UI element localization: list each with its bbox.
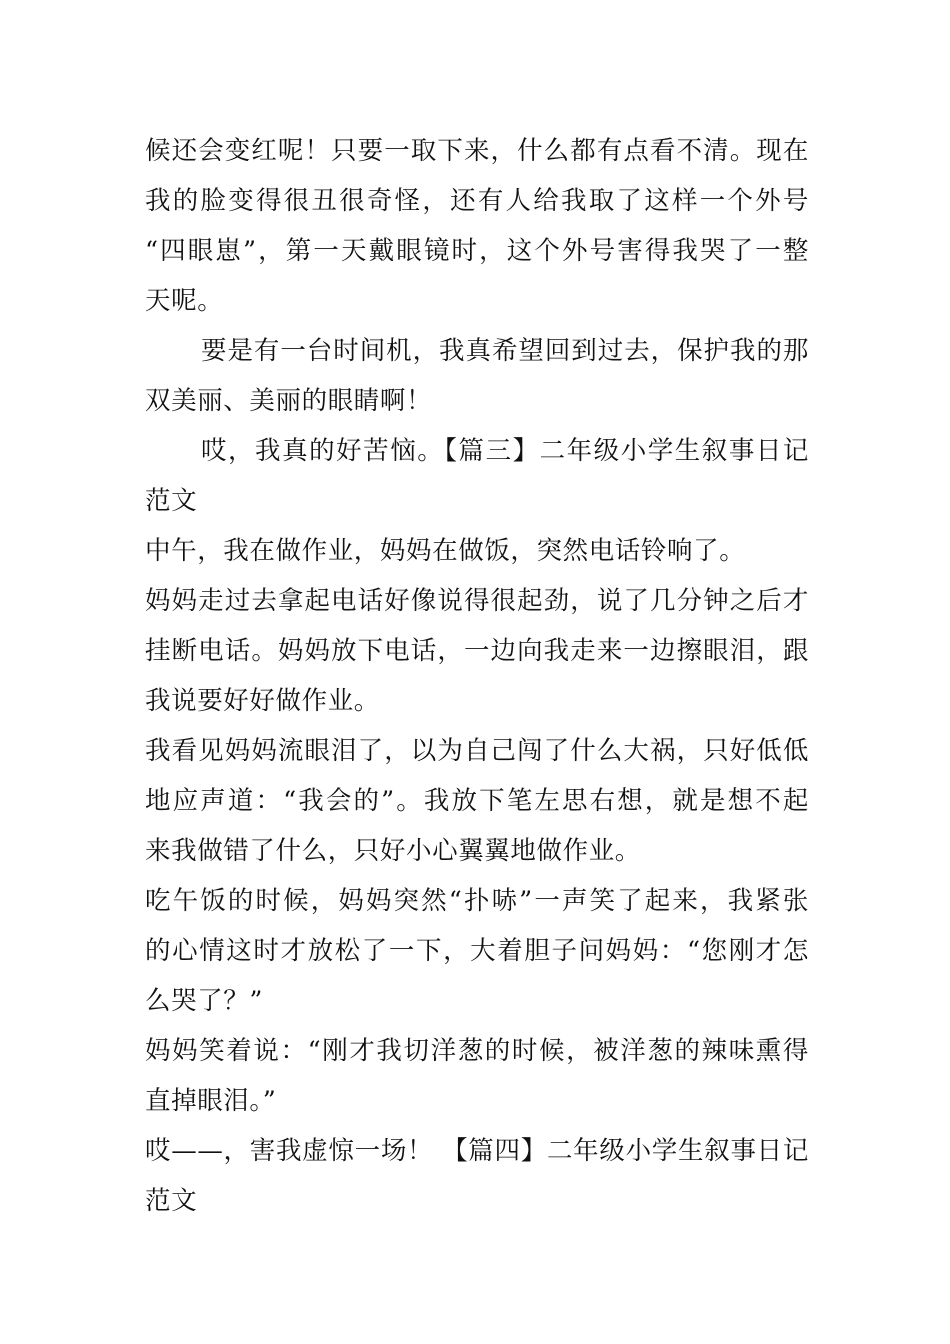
text-line: 候还会变红呢！只要一取下来，什么都有点看不清。现在 [145,136,809,166]
text-line: 挂断电话。妈妈放下电话，一边向我走来一边擦眼泪，跟 [145,636,809,666]
text-line: 范文 [145,1186,198,1216]
text-line: 妈妈笑着说：“刚才我切洋葱的时候，被洋葱的辣味熏得 [145,1036,809,1066]
text-line: 天呢。 [145,286,224,316]
text-line: 哎——，害我虚惊一场！ 【篇四】二年级小学生叙事日记 [145,1136,809,1166]
text-line: 要是有一台时间机，我真希望回到过去，保护我的那 [201,336,809,366]
document-body [145,126,809,1226]
text-line: 来我做错了什么，只好小心翼翼地做作业。 [145,836,641,866]
text-line: 范文 [145,486,198,516]
text-line: 妈妈走过去拿起电话好像说得很起劲，说了几分钟之后才 [145,586,809,616]
text-line: 中午，我在做作业，妈妈在做饭，突然电话铃响了。 [145,536,746,566]
text-line: 我看见妈妈流眼泪了，以为自己闯了什么大祸，只好低低 [145,736,809,766]
text-line: 的心情这时才放松了一下，大着胆子问妈妈：“您刚才怎 [145,936,809,966]
text-line: “四眼崽”，第一天戴眼镜时，这个外号害得我哭了一整 [145,236,809,266]
text-line: 双美丽、美丽的眼睛啊！ [145,386,433,416]
text-line: 直掉眼泪。” [145,1086,277,1116]
text-line: 吃午饭的时候，妈妈突然“扑哧”一声笑了起来，我紧张 [145,886,809,916]
text-line: 地应声道：“我会的”。我放下笔左思右想，就是想不起 [145,786,809,816]
text-line: 么哭了？” [145,986,264,1016]
text-line: 我的脸变得很丑很奇怪，还有人给我取了这样一个外号 [145,186,809,216]
text-line: 我说要好好做作业。 [145,686,380,716]
text-line: 哎，我真的好苦恼。【篇三】二年级小学生叙事日记 [201,436,809,466]
